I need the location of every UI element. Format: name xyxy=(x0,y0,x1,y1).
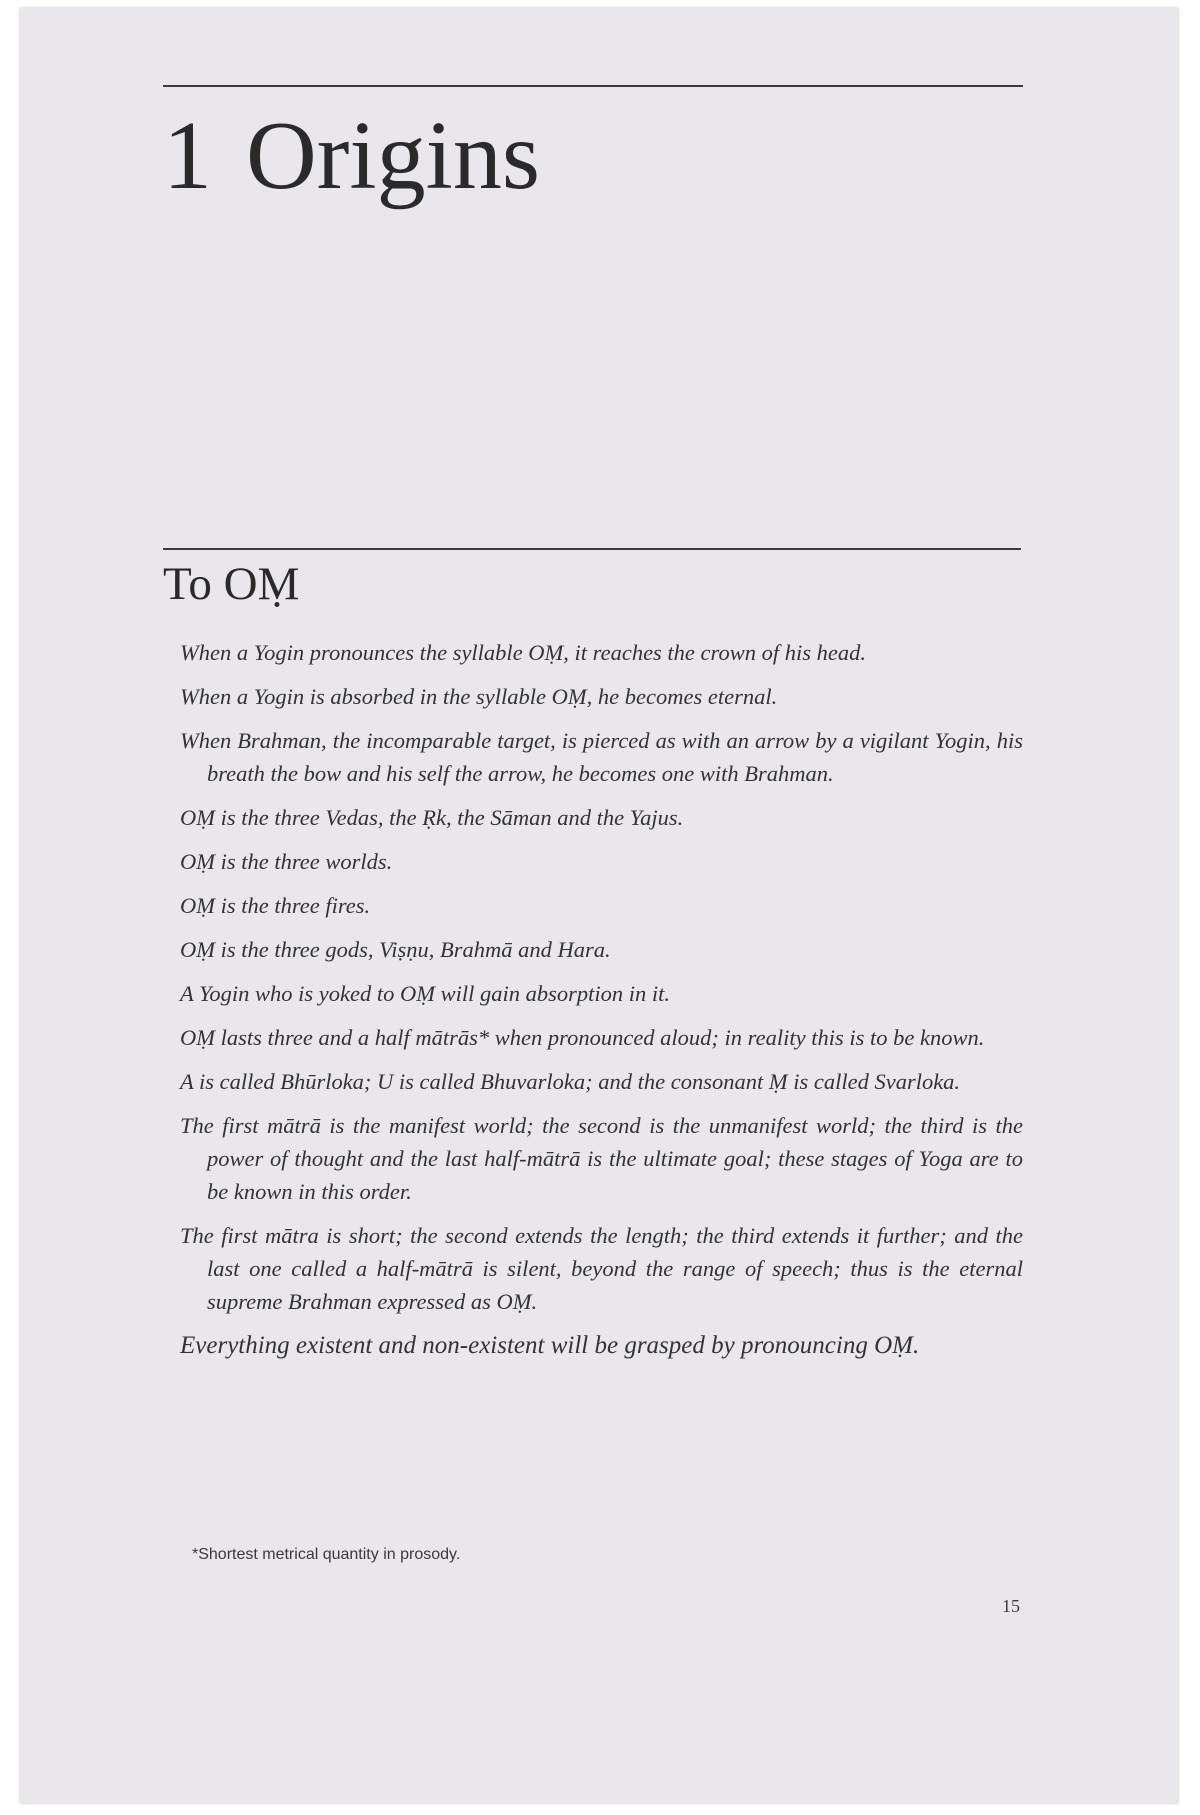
verse-list xyxy=(180,636,1023,1373)
verse: OṂ is the three worlds. xyxy=(180,849,393,874)
verse: Everything existent and non-existent will be grasped by pronouncing OṂ. xyxy=(180,1332,920,1359)
verse: OṂ is the three Vedas, the Ṛk, the Sāman and the Yajus. xyxy=(180,805,684,830)
chapter-top-rule xyxy=(163,85,1023,87)
chapter-number: 1 xyxy=(163,102,212,210)
verse: A Yogin who is yoked to OṂ will gain absorption in it. xyxy=(180,981,671,1006)
book-page xyxy=(20,8,1178,1803)
verse: When a Yogin is absorbed in the syllable OṂ, he becomes eternal. xyxy=(180,684,778,709)
verse: OṂ is the three fires. xyxy=(180,893,371,918)
section-rule xyxy=(163,548,1021,550)
chapter-title: Origins xyxy=(246,102,540,210)
chapter-heading xyxy=(163,103,540,211)
verse: When a Yogin pronounces the syllable OṂ, it reaches the crown of his head. xyxy=(180,640,866,665)
verse: OṂ is the three gods, Viṣṇu, Brahmā and Hara. xyxy=(180,937,611,962)
verse: OṂ lasts three and a half mātrās* when pronounced aloud; in reality this is to be known. xyxy=(180,1025,985,1050)
verse: The first mātra is short; the second extends the length; the third extends it further; and the last one called a half-mātrā is silent, beyond the range of speech; thus is the eternal supreme Brahman expressed as OṂ. xyxy=(180,1223,1023,1314)
footnote: *Shortest metrical quantity in prosody. xyxy=(192,1546,461,1563)
section-title: To OṂ xyxy=(163,558,300,610)
verse: When Brahman, the incomparable target, is pierced as with an arrow by a vigilant Yogin, his breath the bow and his self the arrow, he becomes one with Brahman. xyxy=(180,728,1023,786)
verse: The first mātrā is the manifest world; the second is the unmanifest world; the third is the power of thought and the last half-mātrā is the ultimate goal; these stages of Yoga are to be known in this order. xyxy=(180,1113,1023,1204)
page-number: 15 xyxy=(1002,1596,1020,1616)
verse: A is called Bhūrloka; U is called Bhuvarloka; and the consonant Ṃ is called Svarloka. xyxy=(180,1069,961,1094)
